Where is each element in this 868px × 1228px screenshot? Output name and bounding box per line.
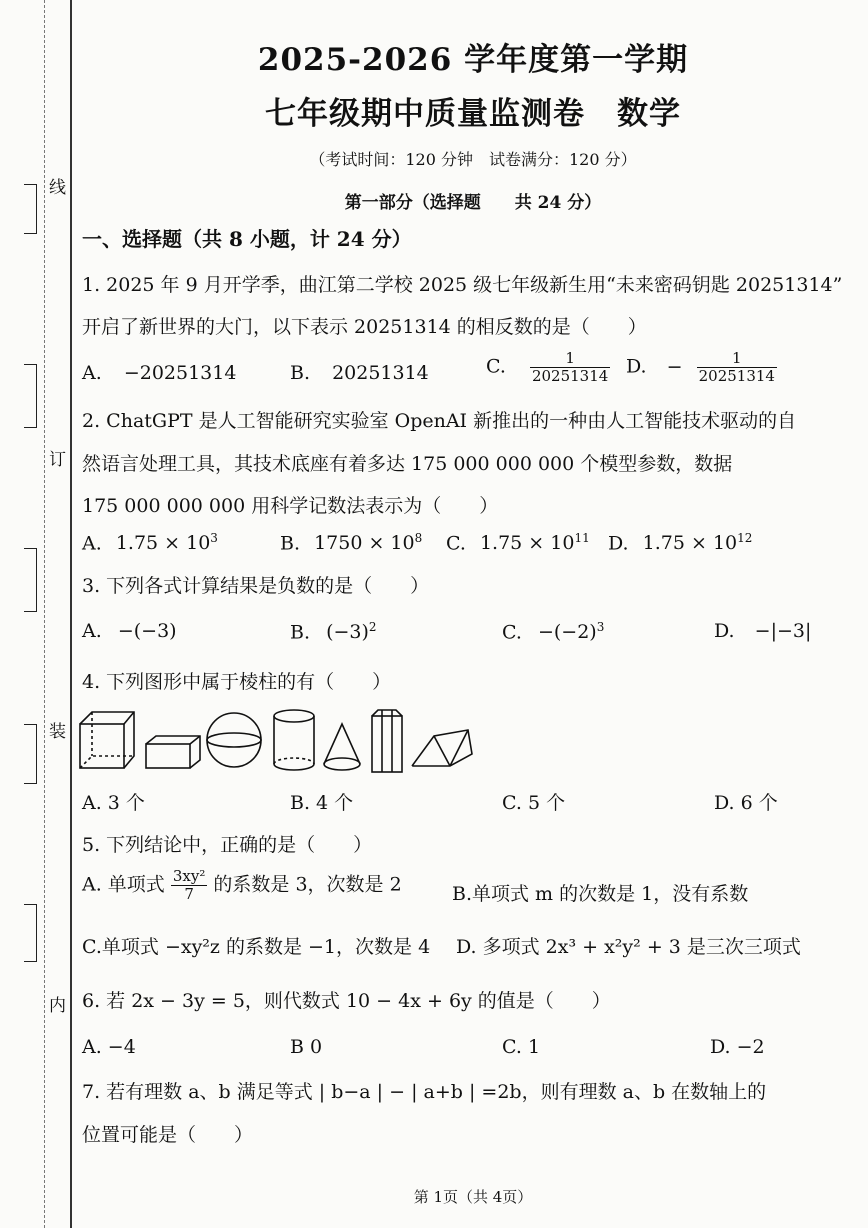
binding-char-ding: 订 [49, 450, 66, 470]
margin-bracket [24, 364, 37, 428]
sphere-figure [207, 713, 261, 767]
q1-option-a [82, 362, 236, 384]
option-text: 的系数是 3，次数是 2 [213, 873, 402, 896]
hexagonal-prism-figure [372, 710, 402, 772]
q1-option-d [626, 350, 777, 385]
q3-stem: 3. 下列各式计算结果是负数的是（ ） [82, 575, 430, 597]
option-value: −(−3) [117, 620, 177, 642]
option-label: A. [82, 620, 102, 642]
q3-option-a [82, 620, 177, 642]
option-value: −20251314 [123, 362, 237, 384]
q2-option-b [280, 531, 422, 554]
q4-option-c: C. 5 个 [502, 792, 566, 814]
q6-option-c: C. 1 [502, 1036, 541, 1058]
q5-option-d: D. 多项式 2x³ + x²y² + 3 是三次三项式 [456, 936, 801, 958]
option-label: D. [626, 355, 647, 378]
q1-option-c [486, 350, 610, 385]
option-value: −|−3| [754, 620, 812, 642]
option-text: A. 单项式 [82, 873, 165, 896]
binding-char-zhuang: 装 [49, 722, 66, 742]
denominator: 20251314 [698, 367, 775, 385]
q4-option-b: B. 4 个 [290, 792, 354, 814]
binding-char-nei: 内 [49, 996, 66, 1016]
numerator: 3xy² [172, 867, 206, 885]
option-exponent: 11 [574, 531, 590, 545]
q6-option-a: A. −4 [82, 1036, 136, 1058]
option-label: B. [280, 532, 301, 555]
option-label: C. [502, 621, 522, 644]
exam-title-line2: 七年级期中质量监测卷 数学 [265, 96, 681, 132]
q2-stem-line2: 然语言处理工具，其技术底座有着多达 175 000 000 000 个模型参数，数据 [82, 453, 733, 475]
fraction [697, 350, 777, 385]
option-exponent: 8 [414, 531, 423, 545]
q7-stem-line2: 位置可能是（ ） [82, 1124, 254, 1146]
minus-sign: − [666, 355, 683, 378]
q1-option-b [290, 362, 429, 384]
option-base: 1750 × 10 [314, 532, 415, 555]
margin-line [70, 0, 72, 1228]
option-label: D. [608, 532, 629, 555]
cube-figure [80, 712, 134, 768]
denominator: 7 [184, 885, 194, 903]
q6-stem: 6. 若 2x − 3y = 5，则代数式 10 − 4x + 6y 的值是（ ） [82, 990, 611, 1012]
triangular-prism-figure [412, 730, 472, 766]
margin-bracket [24, 904, 37, 962]
option-base: (−3) [326, 621, 369, 644]
option-label: C. [486, 355, 506, 378]
part-title: 第一部分（选择题 共 24 分） [344, 193, 602, 213]
numerator: 1 [530, 350, 610, 368]
fraction [530, 350, 610, 385]
option-label: A. [82, 532, 102, 555]
q5-option-b: B.单项式 m 的次数是 1，没有系数 [452, 883, 749, 905]
q2-option-d [608, 531, 752, 554]
q5-option-c: C.单项式 −xy²z 的系数是 −1，次数是 4 [82, 936, 431, 958]
option-label: B. [290, 621, 311, 644]
numerator: 1 [697, 350, 777, 368]
option-value: 20251314 [332, 362, 429, 384]
q2-stem-line1: 2. ChatGPT 是人工智能研究实验室 OpenAI 新推出的一种由人工智能技术驱动的自 [82, 410, 797, 432]
margin-bracket [24, 184, 37, 234]
denominator: 20251314 [531, 367, 609, 385]
section-title: 一、选择题（共 8 小题，计 24 分） [82, 227, 412, 251]
q7-stem-line1: 7. 若有理数 a、b 满足等式 | b−a | − | a+b | =2b，则有理数 a、b 在数轴上的 [82, 1081, 767, 1103]
exam-info: （考试时间：120 分钟 试卷满分：120 分） [309, 150, 637, 169]
option-label: D. [714, 620, 735, 642]
option-base: 1.75 × 10 [642, 532, 738, 555]
fraction [171, 868, 208, 903]
q4-stem: 4. 下列图形中属于棱柱的有（ ） [82, 671, 392, 693]
q3-option-c [502, 620, 604, 643]
q1-stem-line1: 1. 2025 年 9 月开学季，曲江第二学校 2025 级七年级新生用“未来密码钥匙 20251314” [82, 274, 843, 296]
option-label: A. [82, 362, 102, 384]
q2-option-c [446, 531, 590, 554]
q4-option-a: A. 3 个 [82, 792, 145, 814]
q5-option-a [82, 868, 402, 903]
solid-figures [78, 706, 478, 776]
page-footer: 第 1页（共 4页） [413, 1188, 533, 1206]
binding-char-xian: 线 [49, 178, 66, 198]
option-exponent: 12 [737, 531, 753, 545]
option-exponent: 3 [210, 531, 218, 545]
q3-option-d [714, 620, 811, 642]
cuboid-figure [146, 736, 200, 768]
cone-figure [324, 724, 360, 770]
dashed-cut-line [44, 0, 46, 1228]
option-exponent: 2 [368, 620, 377, 634]
q2-option-a [82, 531, 218, 554]
q3-option-b [290, 620, 377, 643]
binding-margin [0, 0, 72, 1228]
option-label: C. [446, 532, 466, 555]
q2-stem-line3: 175 000 000 000 用科学记数法表示为（ ） [82, 495, 499, 517]
margin-bracket [24, 724, 37, 784]
q6-option-d: D. −2 [710, 1036, 765, 1058]
margin-bracket [24, 548, 37, 612]
option-exponent: 3 [596, 620, 605, 634]
option-base: −(−2) [537, 621, 597, 644]
option-base: 1.75 × 10 [115, 532, 211, 555]
q1-stem-line2: 开启了新世界的大门，以下表示 20251314 的相反数的是（ ） [82, 316, 647, 338]
q5-stem: 5. 下列结论中，正确的是（ ） [82, 834, 373, 856]
option-label: B. [290, 362, 311, 384]
q4-option-d: D. 6 个 [714, 792, 778, 814]
cylinder-figure [274, 710, 314, 770]
q6-option-b: B 0 [290, 1036, 323, 1058]
option-base: 1.75 × 10 [479, 532, 575, 555]
exam-title-line1: 2025-2026 学年度第一学期 [257, 42, 689, 78]
